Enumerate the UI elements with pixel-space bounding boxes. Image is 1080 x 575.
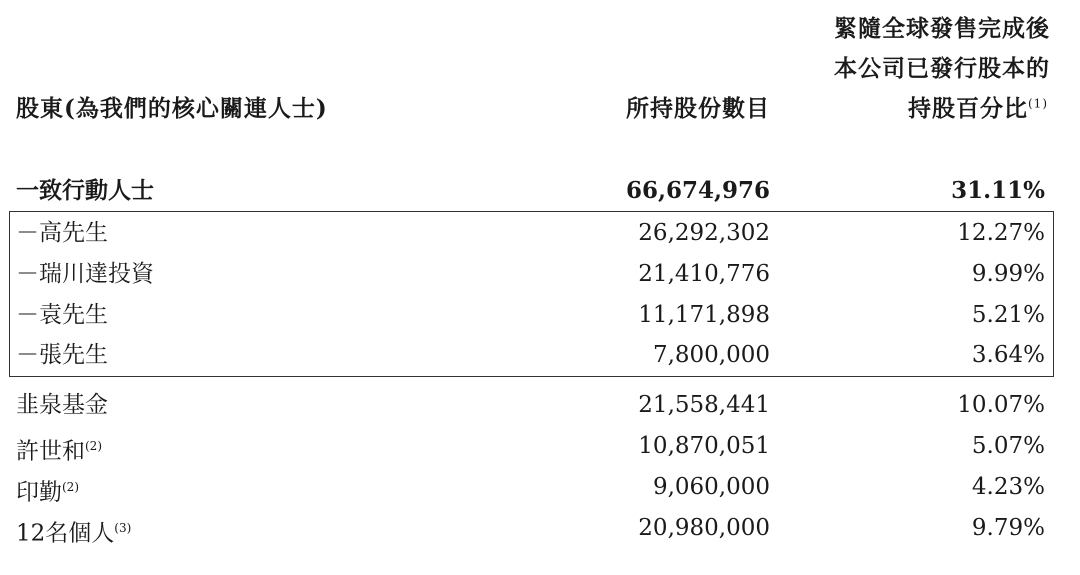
header-pct-line1: 緊隨全球發售完成後 xyxy=(834,15,1050,42)
row-name: 韭泉基金 xyxy=(16,392,108,418)
row-name: －高先生 xyxy=(16,220,108,246)
row-pct: 5.07% xyxy=(971,433,1045,459)
row-name: －瑞川達投資 xyxy=(16,261,154,287)
row-name-wrap xyxy=(16,508,131,554)
row-shares: 26,292,302 xyxy=(638,220,770,246)
row-pct: 9.79% xyxy=(971,515,1045,541)
row-shares: 66,674,976 xyxy=(625,177,770,204)
row-shares: 9,060,000 xyxy=(652,474,770,500)
table-row xyxy=(0,213,1080,253)
row-pct: 5.21% xyxy=(971,302,1045,328)
row-name-wrap xyxy=(16,467,79,513)
row-shares: 10,870,051 xyxy=(638,433,770,459)
header-pct-line3 xyxy=(908,97,1048,120)
row-shares: 21,410,776 xyxy=(638,261,770,287)
table-row xyxy=(0,508,1080,548)
row-shares: 20,980,000 xyxy=(638,515,770,541)
row-shares: 21,558,441 xyxy=(638,392,770,418)
row-name: 印勤 xyxy=(16,479,62,506)
row-shares: 11,171,898 xyxy=(638,302,770,328)
header-pct-line2: 本公司已發行股本的 xyxy=(834,55,1050,82)
table-row xyxy=(0,467,1080,507)
row-name-wrap xyxy=(16,426,102,472)
row-pct: 31.11% xyxy=(951,177,1045,204)
row-footnote: (2) xyxy=(85,439,102,453)
row-shares: 7,800,000 xyxy=(652,342,770,368)
header-shareholder: 股東(為我們的核心關連人士) xyxy=(16,95,328,122)
header-shares: 所持股份數目 xyxy=(626,95,770,122)
row-name: 許世和 xyxy=(16,438,85,465)
row-pct: 10.07% xyxy=(957,392,1045,418)
row-pct: 12.27% xyxy=(957,220,1045,246)
header-pct-footnote: (1) xyxy=(1028,96,1048,111)
row-pct: 4.23% xyxy=(971,474,1045,500)
table-row xyxy=(0,295,1080,335)
row-name: －張先生 xyxy=(16,342,108,368)
row-pct: 3.64% xyxy=(971,342,1045,368)
row-name: －袁先生 xyxy=(16,302,108,328)
row-pct: 9.99% xyxy=(971,261,1045,287)
row-name: 一致行動人士 xyxy=(16,177,154,204)
row-name: 12名個人 xyxy=(16,520,115,547)
table-row xyxy=(0,426,1080,466)
table-row xyxy=(0,254,1080,294)
header-pct-label: 持股百分比 xyxy=(908,95,1028,122)
row-footnote: (2) xyxy=(62,480,79,494)
table-row xyxy=(0,335,1080,375)
table-row xyxy=(0,171,1080,211)
row-footnote: (3) xyxy=(114,521,132,535)
table-row xyxy=(0,385,1080,425)
